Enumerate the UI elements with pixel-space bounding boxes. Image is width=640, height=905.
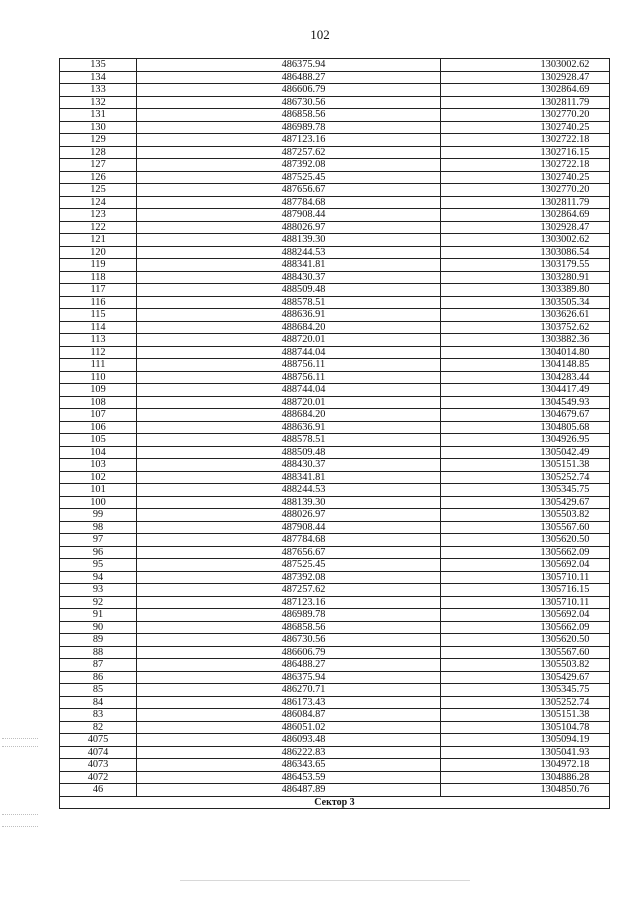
- y-coordinate-cell: 1305042.49: [441, 446, 610, 459]
- x-coordinate-cell: 487392.08: [137, 159, 441, 172]
- point-number-cell: 88: [60, 646, 137, 659]
- point-number-cell: 91: [60, 609, 137, 622]
- y-coordinate-cell: 1305151.38: [441, 709, 610, 722]
- y-coordinate-cell: 1304417.49: [441, 384, 610, 397]
- y-coordinate-cell: 1302740.25: [441, 171, 610, 184]
- y-coordinate-cell: 1302740.25: [441, 121, 610, 134]
- y-coordinate-cell: 1304679.67: [441, 409, 610, 422]
- point-number-cell: 115: [60, 309, 137, 322]
- point-number-cell: 121: [60, 234, 137, 247]
- bottom-rule: [180, 880, 470, 881]
- scan-speck: [2, 814, 38, 816]
- table-row: [60, 384, 610, 397]
- point-number-cell: 114: [60, 321, 137, 334]
- point-number-cell: 108: [60, 396, 137, 409]
- point-number-cell: 95: [60, 559, 137, 572]
- table-row: [60, 734, 610, 747]
- point-number-cell: 135: [60, 59, 137, 72]
- x-coordinate-cell: 487525.45: [137, 171, 441, 184]
- x-coordinate-cell: 488430.37: [137, 271, 441, 284]
- point-number-cell: 129: [60, 134, 137, 147]
- point-number-cell: 99: [60, 509, 137, 522]
- table-row: [60, 634, 610, 647]
- x-coordinate-cell: 486084.87: [137, 709, 441, 722]
- y-coordinate-cell: 1305429.67: [441, 671, 610, 684]
- x-coordinate-cell: 486173.43: [137, 696, 441, 709]
- table-row: [60, 134, 610, 147]
- point-number-cell: 86: [60, 671, 137, 684]
- y-coordinate-cell: 1303002.62: [441, 234, 610, 247]
- x-coordinate-cell: 488684.20: [137, 409, 441, 422]
- table-row: [60, 209, 610, 222]
- x-coordinate-cell: 488509.48: [137, 284, 441, 297]
- x-coordinate-cell: 488636.91: [137, 421, 441, 434]
- table-row: [60, 71, 610, 84]
- table-row: [60, 121, 610, 134]
- table-row: [60, 396, 610, 409]
- x-coordinate-cell: 488578.51: [137, 296, 441, 309]
- point-number-cell: 128: [60, 146, 137, 159]
- y-coordinate-cell: 1305345.75: [441, 484, 610, 497]
- point-number-cell: 118: [60, 271, 137, 284]
- point-number-cell: 103: [60, 459, 137, 472]
- table-row: [60, 471, 610, 484]
- table-row: [60, 659, 610, 672]
- x-coordinate-cell: 486606.79: [137, 84, 441, 97]
- point-number-cell: 123: [60, 209, 137, 222]
- table-row: [60, 746, 610, 759]
- point-number-cell: 102: [60, 471, 137, 484]
- y-coordinate-cell: 1302928.47: [441, 221, 610, 234]
- point-number-cell: 4074: [60, 746, 137, 759]
- point-number-cell: 124: [60, 196, 137, 209]
- y-coordinate-cell: 1304014.80: [441, 346, 610, 359]
- x-coordinate-cell: 488636.91: [137, 309, 441, 322]
- y-coordinate-cell: 1303179.55: [441, 259, 610, 272]
- scan-speck: [2, 826, 38, 828]
- table-row: [60, 784, 610, 797]
- point-number-cell: 125: [60, 184, 137, 197]
- x-coordinate-cell: 487784.68: [137, 534, 441, 547]
- x-coordinate-cell: 487392.08: [137, 571, 441, 584]
- table-row: [60, 421, 610, 434]
- x-coordinate-cell: 486606.79: [137, 646, 441, 659]
- table-row: [60, 721, 610, 734]
- point-number-cell: 119: [60, 259, 137, 272]
- table-row: [60, 271, 610, 284]
- y-coordinate-cell: 1303505.34: [441, 296, 610, 309]
- y-coordinate-cell: 1305620.50: [441, 634, 610, 647]
- table-row: [60, 409, 610, 422]
- x-coordinate-cell: 488756.11: [137, 359, 441, 372]
- x-coordinate-cell: 488720.01: [137, 396, 441, 409]
- table-row: [60, 434, 610, 447]
- table-row: [60, 234, 610, 247]
- point-number-cell: 96: [60, 546, 137, 559]
- table-row: [60, 321, 610, 334]
- table-row: [60, 509, 610, 522]
- y-coordinate-cell: 1303752.62: [441, 321, 610, 334]
- y-coordinate-cell: 1305503.82: [441, 509, 610, 522]
- x-coordinate-cell: 488430.37: [137, 459, 441, 472]
- x-coordinate-cell: 486270.71: [137, 684, 441, 697]
- table-row: [60, 96, 610, 109]
- x-coordinate-cell: 486989.78: [137, 121, 441, 134]
- y-coordinate-cell: 1305710.11: [441, 571, 610, 584]
- table-row: [60, 196, 610, 209]
- table-row: [60, 584, 610, 597]
- scan-speck: [2, 746, 38, 748]
- coordinates-table-body: [60, 59, 610, 809]
- x-coordinate-cell: 486858.56: [137, 621, 441, 634]
- point-number-cell: 85: [60, 684, 137, 697]
- point-number-cell: 90: [60, 621, 137, 634]
- x-coordinate-cell: 487123.16: [137, 134, 441, 147]
- y-coordinate-cell: 1305252.74: [441, 471, 610, 484]
- x-coordinate-cell: 486989.78: [137, 609, 441, 622]
- point-number-cell: 104: [60, 446, 137, 459]
- table-row: [60, 59, 610, 72]
- table-row: [60, 484, 610, 497]
- table-row: [60, 146, 610, 159]
- page-number: 102: [310, 27, 330, 42]
- y-coordinate-cell: 1303280.91: [441, 271, 610, 284]
- point-number-cell: 131: [60, 109, 137, 122]
- point-number-cell: 110: [60, 371, 137, 384]
- table-row: [60, 496, 610, 509]
- point-number-cell: 98: [60, 521, 137, 534]
- point-number-cell: 112: [60, 346, 137, 359]
- x-coordinate-cell: 486730.56: [137, 96, 441, 109]
- table-row: [60, 546, 610, 559]
- point-number-cell: 113: [60, 334, 137, 347]
- table-row: [60, 334, 610, 347]
- y-coordinate-cell: 1305716.15: [441, 584, 610, 597]
- table-row: [60, 309, 610, 322]
- x-coordinate-cell: 488026.97: [137, 509, 441, 522]
- y-coordinate-cell: 1304926.95: [441, 434, 610, 447]
- x-coordinate-cell: 487908.44: [137, 209, 441, 222]
- table-row: [60, 459, 610, 472]
- y-coordinate-cell: 1302722.18: [441, 159, 610, 172]
- y-coordinate-cell: 1305662.09: [441, 621, 610, 634]
- point-number-cell: 134: [60, 71, 137, 84]
- y-coordinate-cell: 1302928.47: [441, 71, 610, 84]
- x-coordinate-cell: 488744.04: [137, 384, 441, 397]
- table-row: [60, 246, 610, 259]
- y-coordinate-cell: 1303882.36: [441, 334, 610, 347]
- table-row: [60, 696, 610, 709]
- table-row: [60, 259, 610, 272]
- table-row: [60, 709, 610, 722]
- table-row: [60, 159, 610, 172]
- y-coordinate-cell: 1304972.18: [441, 759, 610, 772]
- table-row: [60, 221, 610, 234]
- y-coordinate-cell: 1305692.04: [441, 609, 610, 622]
- point-number-cell: 4075: [60, 734, 137, 747]
- y-coordinate-cell: 1302770.20: [441, 184, 610, 197]
- x-coordinate-cell: 486487.89: [137, 784, 441, 797]
- table-row: [60, 284, 610, 297]
- table-row: [60, 184, 610, 197]
- point-number-cell: 92: [60, 596, 137, 609]
- y-coordinate-cell: 1302864.69: [441, 84, 610, 97]
- y-coordinate-cell: 1305094.19: [441, 734, 610, 747]
- y-coordinate-cell: 1302811.79: [441, 96, 610, 109]
- point-number-cell: 130: [60, 121, 137, 134]
- x-coordinate-cell: 486375.94: [137, 59, 441, 72]
- point-number-cell: 133: [60, 84, 137, 97]
- point-number-cell: 89: [60, 634, 137, 647]
- x-coordinate-cell: 488509.48: [137, 446, 441, 459]
- scan-speck: [2, 738, 38, 740]
- point-number-cell: 117: [60, 284, 137, 297]
- y-coordinate-cell: 1304850.76: [441, 784, 610, 797]
- x-coordinate-cell: 486488.27: [137, 71, 441, 84]
- x-coordinate-cell: 487656.67: [137, 546, 441, 559]
- table-row: [60, 446, 610, 459]
- y-coordinate-cell: 1303626.61: [441, 309, 610, 322]
- point-number-cell: 105: [60, 434, 137, 447]
- y-coordinate-cell: 1305104.78: [441, 721, 610, 734]
- table-row: [60, 609, 610, 622]
- point-number-cell: 120: [60, 246, 137, 259]
- y-coordinate-cell: 1305252.74: [441, 696, 610, 709]
- point-number-cell: 107: [60, 409, 137, 422]
- x-coordinate-cell: 487784.68: [137, 196, 441, 209]
- y-coordinate-cell: 1305692.04: [441, 559, 610, 572]
- point-number-cell: 122: [60, 221, 137, 234]
- y-coordinate-cell: 1303086.54: [441, 246, 610, 259]
- point-number-cell: 97: [60, 534, 137, 547]
- x-coordinate-cell: 487656.67: [137, 184, 441, 197]
- y-coordinate-cell: 1305620.50: [441, 534, 610, 547]
- x-coordinate-cell: 488341.81: [137, 471, 441, 484]
- sector-label: Сектор 3: [60, 796, 610, 809]
- point-number-cell: 82: [60, 721, 137, 734]
- point-number-cell: 93: [60, 584, 137, 597]
- y-coordinate-cell: 1302811.79: [441, 196, 610, 209]
- table-row: [60, 371, 610, 384]
- point-number-cell: 84: [60, 696, 137, 709]
- table-row: [60, 646, 610, 659]
- point-number-cell: 109: [60, 384, 137, 397]
- table-row: [60, 759, 610, 772]
- x-coordinate-cell: 487525.45: [137, 559, 441, 572]
- x-coordinate-cell: 488756.11: [137, 371, 441, 384]
- x-coordinate-cell: 486488.27: [137, 659, 441, 672]
- x-coordinate-cell: 486093.48: [137, 734, 441, 747]
- x-coordinate-cell: 487123.16: [137, 596, 441, 609]
- point-number-cell: 106: [60, 421, 137, 434]
- x-coordinate-cell: 487908.44: [137, 521, 441, 534]
- y-coordinate-cell: 1302770.20: [441, 109, 610, 122]
- table-row: [60, 296, 610, 309]
- point-number-cell: 83: [60, 709, 137, 722]
- coordinates-table: [59, 58, 610, 809]
- x-coordinate-cell: 486051.02: [137, 721, 441, 734]
- y-coordinate-cell: 1303389.80: [441, 284, 610, 297]
- table-row: [60, 84, 610, 97]
- x-coordinate-cell: 488139.30: [137, 234, 441, 247]
- table-row: [60, 571, 610, 584]
- table-row: [60, 596, 610, 609]
- y-coordinate-cell: 1305567.60: [441, 646, 610, 659]
- x-coordinate-cell: 486453.59: [137, 771, 441, 784]
- table-row: [60, 346, 610, 359]
- y-coordinate-cell: 1304148.85: [441, 359, 610, 372]
- table-row: [60, 684, 610, 697]
- y-coordinate-cell: 1305503.82: [441, 659, 610, 672]
- x-coordinate-cell: 488244.53: [137, 246, 441, 259]
- y-coordinate-cell: 1304549.93: [441, 396, 610, 409]
- point-number-cell: 116: [60, 296, 137, 309]
- x-coordinate-cell: 488139.30: [137, 496, 441, 509]
- table-row: [60, 171, 610, 184]
- table-row: [60, 559, 610, 572]
- x-coordinate-cell: 488244.53: [137, 484, 441, 497]
- sector-row: [60, 796, 610, 809]
- x-coordinate-cell: 488341.81: [137, 259, 441, 272]
- table-row: [60, 359, 610, 372]
- table-row: [60, 521, 610, 534]
- point-number-cell: 101: [60, 484, 137, 497]
- y-coordinate-cell: 1305041.93: [441, 746, 610, 759]
- point-number-cell: 126: [60, 171, 137, 184]
- point-number-cell: 46: [60, 784, 137, 797]
- x-coordinate-cell: 488720.01: [137, 334, 441, 347]
- x-coordinate-cell: 487257.62: [137, 146, 441, 159]
- y-coordinate-cell: 1305662.09: [441, 546, 610, 559]
- y-coordinate-cell: 1305567.60: [441, 521, 610, 534]
- x-coordinate-cell: 486343.65: [137, 759, 441, 772]
- table-row: [60, 534, 610, 547]
- x-coordinate-cell: 487257.62: [137, 584, 441, 597]
- point-number-cell: 132: [60, 96, 137, 109]
- x-coordinate-cell: 488744.04: [137, 346, 441, 359]
- table-row: [60, 109, 610, 122]
- x-coordinate-cell: 488684.20: [137, 321, 441, 334]
- point-number-cell: 4072: [60, 771, 137, 784]
- x-coordinate-cell: 486858.56: [137, 109, 441, 122]
- x-coordinate-cell: 486375.94: [137, 671, 441, 684]
- y-coordinate-cell: 1304805.68: [441, 421, 610, 434]
- x-coordinate-cell: 488578.51: [137, 434, 441, 447]
- point-number-cell: 100: [60, 496, 137, 509]
- point-number-cell: 127: [60, 159, 137, 172]
- y-coordinate-cell: 1302716.15: [441, 146, 610, 159]
- table-row: [60, 771, 610, 784]
- point-number-cell: 111: [60, 359, 137, 372]
- y-coordinate-cell: 1305345.75: [441, 684, 610, 697]
- point-number-cell: 4073: [60, 759, 137, 772]
- y-coordinate-cell: 1305429.67: [441, 496, 610, 509]
- point-number-cell: 94: [60, 571, 137, 584]
- y-coordinate-cell: 1304283.44: [441, 371, 610, 384]
- y-coordinate-cell: 1305710.11: [441, 596, 610, 609]
- y-coordinate-cell: 1304886.28: [441, 771, 610, 784]
- y-coordinate-cell: 1303002.62: [441, 59, 610, 72]
- x-coordinate-cell: 488026.97: [137, 221, 441, 234]
- x-coordinate-cell: 486730.56: [137, 634, 441, 647]
- y-coordinate-cell: 1305151.38: [441, 459, 610, 472]
- x-coordinate-cell: 486222.83: [137, 746, 441, 759]
- table-row: [60, 621, 610, 634]
- y-coordinate-cell: 1302722.18: [441, 134, 610, 147]
- y-coordinate-cell: 1302864.69: [441, 209, 610, 222]
- point-number-cell: 87: [60, 659, 137, 672]
- table-row: [60, 671, 610, 684]
